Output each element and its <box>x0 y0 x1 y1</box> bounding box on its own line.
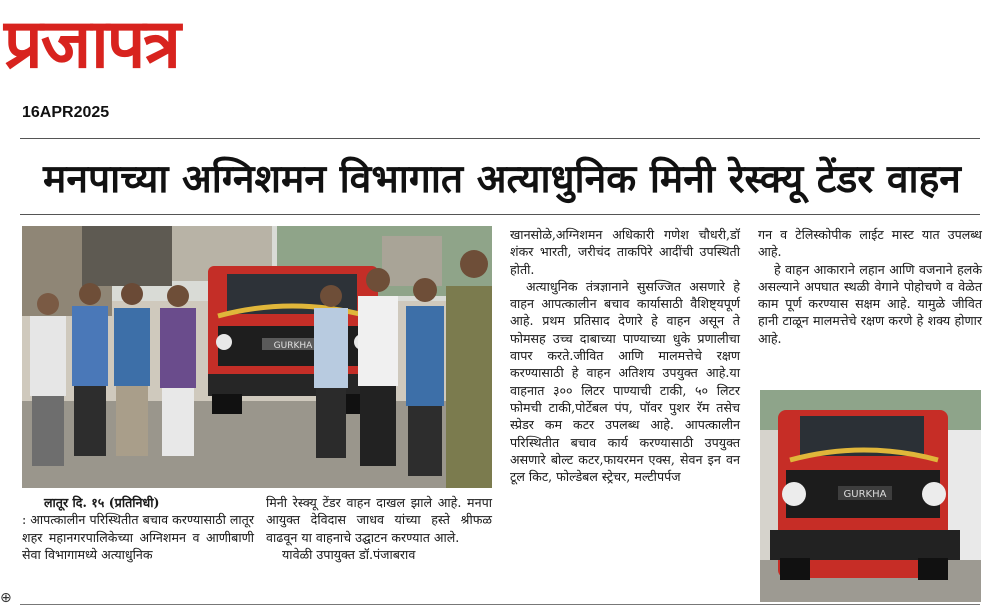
event-photo-illustration <box>22 226 492 488</box>
article-column-1 <box>22 494 254 563</box>
corner-mark-icon: ⊕ <box>0 590 12 606</box>
newspaper-masthead: प्रजापत्र <box>4 5 179 84</box>
publication-date: 16APR2025 <box>22 104 110 121</box>
top-rule <box>20 138 980 139</box>
article-col4-p1: गन व टेलिस्कोपीक लाईट मास्ट यात उपलब्ध आहे. <box>758 227 982 260</box>
vehicle-plate-text-2: GURKHA <box>843 489 887 500</box>
vehicle-photo <box>760 390 981 602</box>
article-column-3 <box>510 226 740 485</box>
article-col4-p2: हे वाहन आकाराने लहान आणि वजनाने हलके असल्याने अपघात स्थळी वेगाने पोहोचणे व वेळेत काम पूर्ण करण्यास सक्षम आहे. यामुळे जीवित हानी टाळून मालमत्तेचे रक्षण करणे हे शक्य होणार आहे. <box>758 261 982 346</box>
article-col2-text: मिनी रेस्क्यू टेंडर वाहन दाखल झाले आहे. मनपा आयुक्त देविदास जाधव यांच्या हस्ते श्रीफळ वाढवून या वाहनाचे उद्घाटन करण्यात आले. <box>266 495 492 545</box>
event-photo <box>22 226 492 488</box>
bottom-rule <box>20 604 980 605</box>
vehicle-photo-illustration <box>760 390 981 602</box>
article-dateline: लातूर दि. १५ (प्रतिनिधी) <box>44 495 160 510</box>
article-column-2 <box>266 494 492 563</box>
headline-rule <box>20 214 980 215</box>
article-col3-p1: खानसोळे,अग्निशमन अधिकारी गणेश चौधरी,डॉ शंकर भारती, जरीचंद ताकपिरे आदींची उपस्थिती होती. <box>510 227 740 277</box>
article-col3-p2: अत्याधुनिक तंत्रज्ञानाने सुसज्जित असणारे हे वाहन आपत्कालीन बचाव कार्यासाठी वैशिष्ट्यपूर्ण आहे. प्रथम प्रतिसाद देणारे हे वाहन असून ते फोमसह उच्च दाबाच्या पाण्याच्या धुके प्रणालीचा वापर करते.जीवित आणि मालमत्तेचे रक्षण करण्यासाठी हे वाहन अतिशय उपयुक्त आहे.या वाहनात ३०० लिटर पाण्याची टाकी, ५० लिटर फोमची टाकी,पोर्टेबल पंप, पॉवर पुशर रॅम तसेच स्प्रेडर कम कटर उपलब्ध आहे. आपत्कालीन परिस्थितीत बचाव कार्य करण्यासाठी उपयुक्त असणारे बोल्ट कटर,फायरमन एक्स, सेवन इन वन टूल किट, फोल्डेबल स्ट्रेचर, मल्टीपर्पज <box>510 278 740 485</box>
article-col2-text2: यावेळी उपायुक्त डॉ.पंजाबराव <box>282 546 416 562</box>
article-headline: मनपाच्या अग्निशमन विभागात अत्याधुनिक मिनी रेस्क्यू टेंडर वाहन <box>43 157 961 202</box>
article-col1-text: : आपत्कालीन परिस्थितीत बचाव करण्यासाठी लातूर शहर महानगरपालिकेच्या अग्निशमन व आणीबाणी सेवा विभागामध्ये अत्याधुनिक <box>22 512 254 562</box>
vehicle-plate-text: GURKHA <box>273 341 313 351</box>
article-column-4 <box>758 226 982 347</box>
